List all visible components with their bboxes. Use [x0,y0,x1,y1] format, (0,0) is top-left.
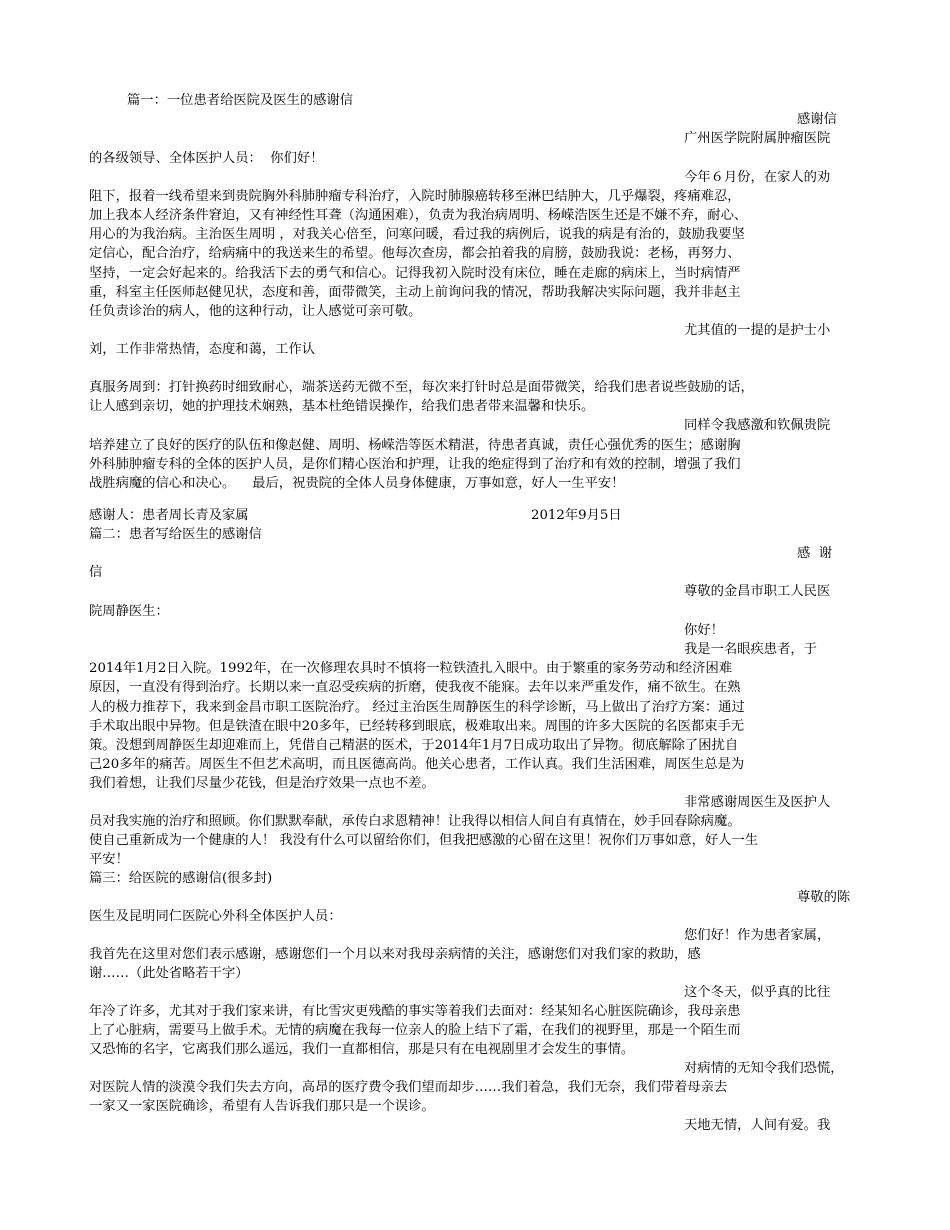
text-line: 己20多年的痛苦。周医生不但艺术高明，而且医德高尚。他关心患者，工作认真。我们生活困难，周医生总是为 [89,757,745,772]
text-line: 今年６月份，在家人的劝 [684,170,831,185]
text-line: 培养建立了良好的医疗的队伍和像赵健、周明、杨嵘浩等医术精湛，待患者真诚，责任心强优秀的医生；感谢胸 [89,438,741,453]
text-line: 广州医学院附属肿瘤医院 [684,131,831,146]
text-line: 我首先在这里对您们表示感谢，感谢您们一个月以来对我母亲病情的关注，感谢您们对我们家的救助，感 [89,947,701,962]
text-line: 尤其值的一提的是护士小 [684,323,831,338]
text-line: 这个冬天，似乎真的比往 [684,985,831,1000]
signature-line: 感谢人：患者周长青及家属 [89,508,249,523]
letter-title: 感 谢 [797,546,833,561]
text-line: 刘，工作非常热情，态度和蔼，工作认 [89,342,316,357]
text-line: 院周静医生： [89,604,169,619]
text-line: 手术取出眼中异物。但是铁渣在眼中20多年，已经转移到眼底，极难取出来。周围的许多大医院的名医都束手无 [89,719,745,734]
text-line: 重，科室主任医师赵健见状，态度和善，面带微笑，主动上前询问我的情况，帮助我解决实际问题，我并非赵主 [89,285,741,300]
text-line: 外科肺肿瘤专科的全体的医护人员，是你们精心医治和护理，让我的绝症得到了治疗和有效的控制，增强了我们 [89,457,741,472]
section-two-heading: 篇二：患者写给医生的感谢信 [89,527,262,542]
text-line: 战胜病魔的信心和决心。 最后，祝贵院的全体人员身体健康，万事如意，好人一生平安！ [89,476,625,491]
text-line: 人的极力推荐下，我来到金昌市职工医院治疗。 经过主治医生周静医生的科学诊断，马上做出了治疗方案：通过 [89,700,745,715]
text-line: 让人感到亲切，她的护理技术娴熟，基本杜绝错误操作，给我们患者带来温馨和快乐。 [89,399,595,414]
text-line: 定信心，配合治疗，给病痛中的我送来生的希望。他每次查房，都会拍着我的肩膀，鼓励我说：老杨，再努力、 [89,246,741,261]
text-line: 2014年1月2日入院。1992年，在一次修理农具时不慎将一粒铁渣扎入眼中。由于繁重的家务劳动和经济困难 [89,661,733,676]
section-three-heading: 篇三：给医院的感谢信(很多封) [89,871,273,886]
text-line: 原因，一直没有得到治疗。长期以来一直忍受疾病的折磨，使我夜不能寐。去年以来严重发作，痛不欲生。在熟 [89,680,741,695]
text-line: 上了心脏病，需要马上做手术。无情的病魔在我每一位亲人的脸上结下了霜，在我们的视野里，那是一个陌生而 [89,1023,741,1038]
section-one-heading: 篇一：一位患者给医院及医生的感谢信 [127,93,354,108]
text-line: 任负责诊治的病人，他的这种行动，让人感觉可亲可敬。 [89,304,422,319]
text-line: 天地无情，人间有爱。我 [684,1118,831,1133]
text-line: 使自己重新成为一个健康的人！ 我没有什么可以留给你们，但我把感激的心留在这里！祝你们万事如意，好人一生 [89,833,759,848]
text-line: 加上我本人经济条件窘迫，又有神经性耳聋（沟通困难），负责为我治病周明、杨嵘浩医生还是不嫌不弃，耐心、 [89,208,748,223]
text-line: 尊敬的金昌市职工人民医 [684,584,831,599]
text-line: 一家又一家医院确诊，希望有人告诉我们那只是一个误诊。 [89,1099,435,1114]
letter-date: 2012年9月5日 [531,508,622,523]
text-line: 我是一名眼疾患者，于 [684,642,817,657]
text-line: 信 [89,565,103,580]
text-line: 又恐怖的名字，它离我们那么遥远，我们一直都相信，那是只有在电视剧里才会发生的事情。 [89,1042,635,1057]
text-line: 用心的为我治病。主治医生周明 ，对我关心倍至，问寒问暖，看过我的病例后，说我的病是有治的，鼓励我要坚 [89,227,745,242]
text-line: 同样令我感激和钦佩贵院 [684,418,831,433]
letter-title: 感谢信 [797,112,837,127]
text-line: 真服务周到：打针换药时细致耐心，端茶送药无微不至，每次来打针时总是面带微笑，给我们患者说些鼓励的话， [89,380,754,395]
text-line: 我们着想，让我们尽量少花钱，但是治疗效果一点也不差。 [89,776,435,791]
text-line: 对病情的无知令我们恐慌， [684,1061,844,1076]
text-line: 坚持，一定会好起来的。给我活下去的勇气和信心。记得我初入院时没有床位，睡在走廊的病床上，当时病情严 [89,266,741,281]
text-line: 平安！ [89,852,129,867]
text-line: 你好！ [684,623,724,638]
text-line: 年冷了许多，尤其对于我们家来讲，有比雪灾更残酷的事实等着我们去面对：经某知名心脏医院确诊，我母亲患 [89,1004,741,1019]
text-line: 医生及昆明同仁医院心外科全体医护人员： [89,909,342,924]
text-line: 的各级领导、全体医护人员： 你们好！ [89,151,324,166]
text-line: 您们好！作为患者家属， [684,928,831,943]
text-line: 阻下，报着一线希望来到贵院胸外科肺肿瘤专科治疗，入院时肺腺癌转移至淋巴结肿大，几乎爆裂，疼痛难忍， [89,189,741,204]
text-line: 对医院人情的淡漠令我们失去方向，高昂的医疗费令我们望而却步……我们着急，我们无奈，我们带着母亲去 [89,1080,728,1095]
text-line: 员对我实施的治疗和照顾。你们默默奉献，承传白求恩精神！让我得以相信人间自有真情在，妙手回春除病魔。 [89,814,741,829]
text-line: 谢……（此处省略若干字） [89,966,249,981]
text-line: 策。没想到周静医生却迎难而上，凭借自己精湛的医术，于2014年1月7日成功取出了异物。彻底解除了困扰自 [89,738,739,753]
text-line: 非常感谢周医生及医护人 [684,795,831,810]
text-line: 尊敬的陈 [797,890,851,905]
